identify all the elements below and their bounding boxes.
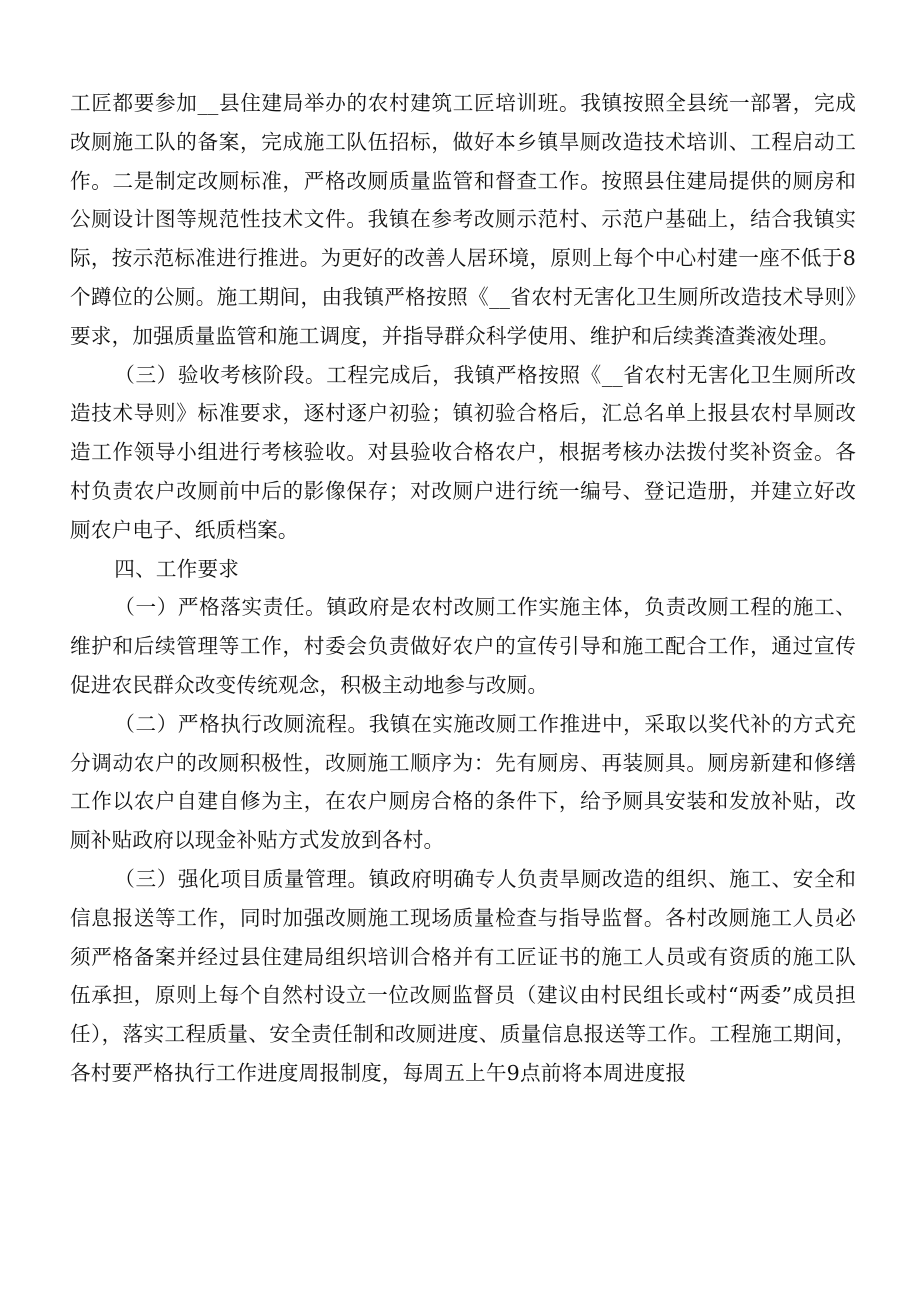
section-heading-work-requirements: 四、工作要求 (114, 556, 240, 581)
document-body (70, 84, 856, 1093)
paragraph-acceptance-stage: （三）验收考核阶段。工程完成后，我镇严格按照《__省农村无害化卫生厕所改造技术导则》标准要求，逐村逐户初验；镇初验合格后，汇总名单上报县农村旱厕改造工作领导小组进行考核验收。对县验收合格农户，根据考核办法拨付奖补资金。各村负责农户改厕前中后的影像保存；对改厕户进行统一编号、登记造册，并建立好改厕农户电子、纸质档案。 (70, 362, 856, 542)
paragraph-quality-management: （三）强化项目质量管理。镇政府明确专人负责旱厕改造的组织、施工、安全和信息报送等工作，同时加强改厕施工现场质量检查与指导监督。各村改厕施工人员必须严格备案并经过县住建局组织培训合格并有工匠证书的施工人员或有资质的施工队伍承担，原则上每个自然村设立一位改厕监督员（建议由村民组长或村“两委”成员担任），落实工程质量、安全责任制和改厕进度、质量信息报送等工作。工程施工期间，各村要严格执行工作进度周报制度，每周五上午9点前将本周进度报 (70, 866, 856, 1085)
paragraph-process: （二）严格执行改厕流程。我镇在实施改厕工作推进中，采取以奖代补的方式充分调动农户的改厕积极性，改厕施工顺序为：先有厕房、再装厕具。厕房新建和修缮工作以农户自建自修为主，在农户厕房合格的条件下，给予厕具安装和发放补贴，改厕补贴政府以现金补贴方式发放到各村。 (70, 711, 856, 853)
paragraph-continuation: 工匠都要参加__县住建局举办的农村建筑工匠培训班。我镇按照全县统一部署，完成改厕施工队的备案，完成施工队伍招标，做好本乡镇旱厕改造技术培训、工程启动工作。二是制定改厕标准，严格改厕质量监管和督查工作。按照县住建局提供的厕房和公厕设计图等规范性技术文件。我镇在参考改厕示范村、示范户基础上，结合我镇实际，按示范标准进行推进。为更好的改善人居环境，原则上每个中心村建一座不低于8个蹲位的公厕。施工期间，由我镇严格按照《__省农村无害化卫生厕所改造技术导则》要求，加强质量监管和施工调度，并指导群众科学使用、维护和后续粪渣粪液处理。 (70, 91, 856, 348)
paragraph-responsibility: （一）严格落实责任。镇政府是农村改厕工作实施主体，负责改厕工程的施工、维护和后续管理等工作，村委会负责做好农户的宣传引导和施工配合工作，通过宣传促进农民群众改变传统观念，积极主动地参与改厕。 (70, 595, 856, 697)
